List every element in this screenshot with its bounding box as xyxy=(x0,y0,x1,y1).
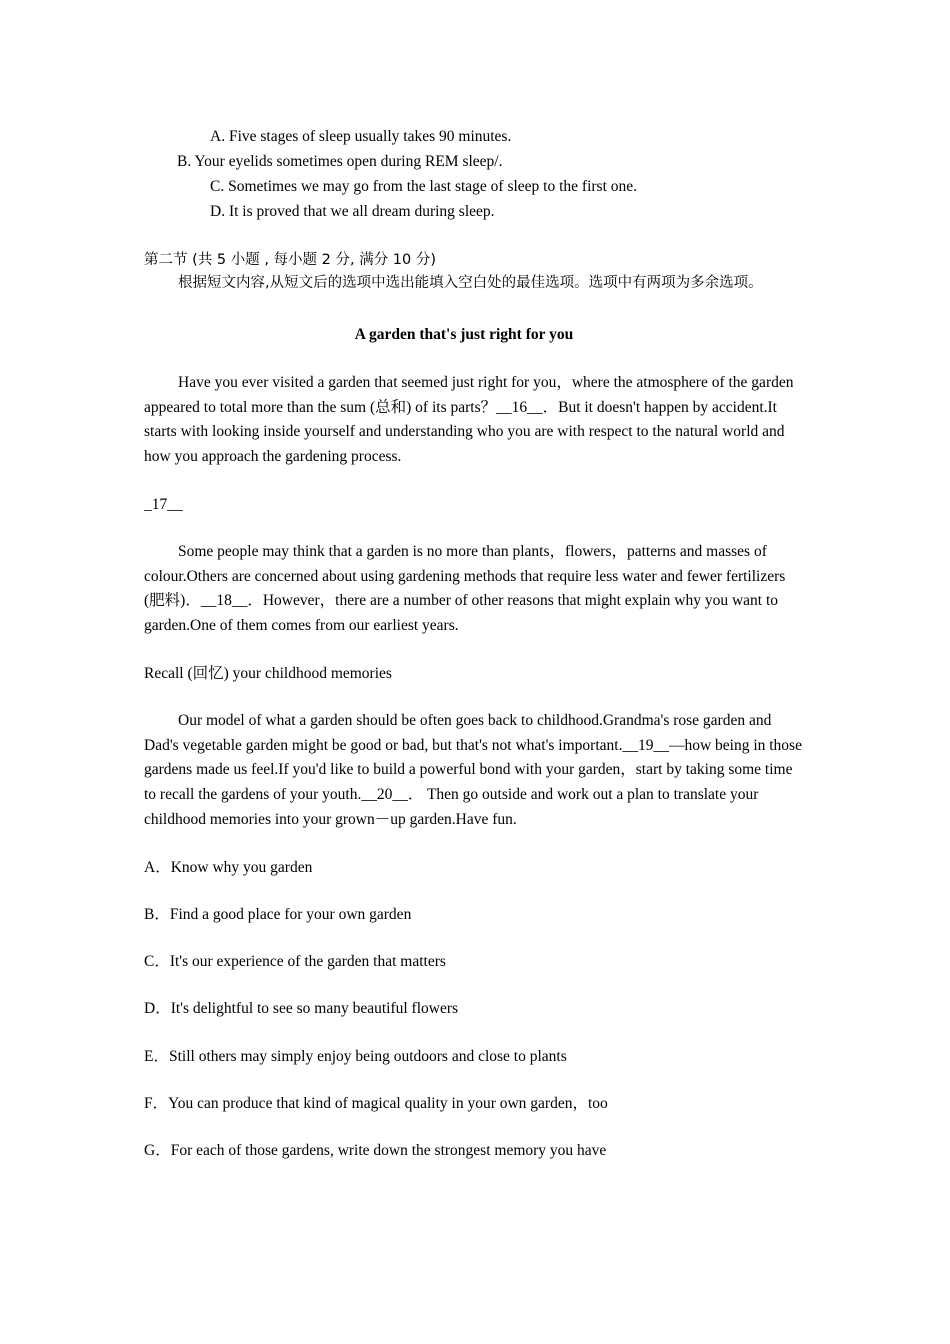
prev-option-b: B. Your eyelids sometimes open during REM sleep/. xyxy=(177,153,503,170)
paragraph-3: Our model of what a garden should be often goes back to childhood.Grandma's rose garden and Dad's vegetable garden might be good or bad, but that's not what's important.__19__—how being in those gardens made us feel.If you'd like to build a powerful bond with your garden，start by taking some time to recall the gardens of your youth.__20__． Then go outside and work out a plan to translate your childhood memories into your grown－up garden.Have fun. xyxy=(144,712,802,828)
option-g: G．For each of those gardens, write down the strongest memory you have xyxy=(144,1142,607,1159)
recall-subheading: Recall (回忆) your childhood memories xyxy=(144,665,392,682)
option-f: F．You can produce that kind of magical quality in your own garden，too xyxy=(144,1095,608,1112)
prev-option-a: A. Five stages of sleep usually takes 90 minutes. xyxy=(210,128,512,145)
prev-option-c: C. Sometimes we may go from the last stage of sleep to the first one. xyxy=(210,178,638,195)
paragraph-1: Have you ever visited a garden that seemed just right for you，where the atmosphere of the garden appeared to total more than the sum (总和) of its parts？__16__．But it doesn't happen by accident.It starts with looking inside yourself and understanding who you are with respect to the natural world and how you approach the gardening process. xyxy=(144,374,794,466)
prev-option-d: D. It is proved that we all dream during sleep. xyxy=(210,203,495,220)
article-title: A garden that's just right for you xyxy=(354,326,574,343)
option-b: B．Find a good place for your own garden xyxy=(144,906,412,923)
option-d: D．It's delightful to see so many beautiful flowers xyxy=(144,1000,459,1017)
section-instruction: 根据短文内容,从短文后的选项中选出能填入空白处的最佳选项。选项中有两项为多余选项。 xyxy=(178,275,763,291)
paragraph-2: Some people may think that a garden is no more than plants，flowers，patterns and masses of colour.Others are concerned about using gardening methods that require less water and fewer fertilizers (肥料)．__18__．However，there are a number of other reasons that might explain why you want to garden.One of them comes from our earliest years. xyxy=(144,543,786,635)
section-heading: 第二节 (共 5 小题 , 每小题 2 分, 满分 10 分) xyxy=(144,252,437,268)
option-c: C．It's our experience of the garden that matters xyxy=(144,953,446,970)
option-e: E．Still others may simply enjoy being outdoors and close to plants xyxy=(144,1048,567,1065)
option-a: A．Know why you garden xyxy=(144,859,313,876)
blank-17-heading: _17__ xyxy=(144,496,183,513)
